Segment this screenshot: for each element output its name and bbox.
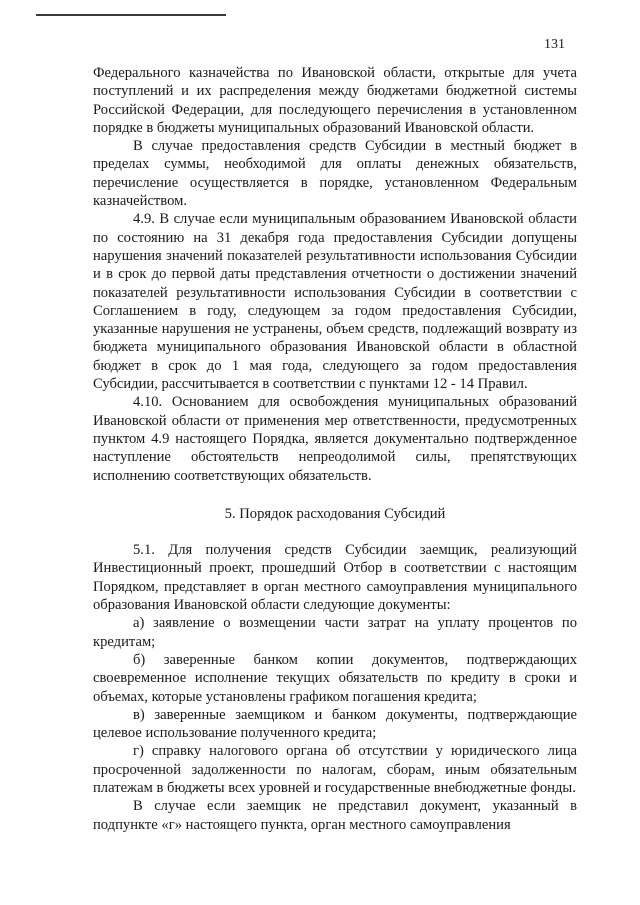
paragraph-4-10: 4.10. Основанием для освобождения муниципальных образований Ивановской области от применения мер ответственности, предусмотренных пунктом 4.9 настоящего Порядка, является документально подтвержденное наступление обстоятельств непреодолимой силы, препятствующих исполнению соответствующих обязательств. <box>93 394 577 484</box>
scan-edge-line <box>36 14 226 16</box>
paragraph-treasury-accounts: Федерального казначейства по Ивановской области, открытые для учета поступлений и их распределения между бюджетами бюджетной системы Российской Федерации, для последующего перечисления в установленном порядке в бюджеты муниципальных образований Ивановской области. <box>93 65 577 136</box>
list-item-g: г) справку налогового органа об отсутствии у юридического лица просроченной задолженности по налогам, сборам, иным обязательным платежам в бюджеты всех уровней и государственные внебюджетные фонды. <box>93 743 577 796</box>
paragraph-missing-document: В случае если заемщик не представил документ, указанный в подпункте «г» настоящего пункта, орган местного самоуправления <box>93 798 577 833</box>
paragraph-5-1: 5.1. Для получения средств Субсидии заемщик, реализующий Инвестиционный проект, прошедший Отбор в соответствии с настоящим Порядком, представляет в орган местного самоуправления муниципального образования Ивановской области следующие документы: <box>93 542 577 614</box>
paragraph-local-budget-transfer: В случае предоставления средств Субсидии в местный бюджет в пределах суммы, необходимой для оплаты денежных обязательств, перечисление осуществляется в порядке, установленном Федеральным казначейством. <box>93 138 577 210</box>
paragraph-4-9: 4.9. В случае если муниципальным образованием Ивановской области по состоянию на 31 декабря года предоставления Субсидии допущены нарушения значений показателей результативности использования Субсидии и в срок до первой даты представления отчетности о достижении значений показателей результативности использования Субсидии в соответствии с Соглашением в году, следующем за годом предоставления Субсидии, указанные нарушения не устранены, объем средств, подлежащий возврату из бюджета муниципального образования Ивановской области в областной бюджет в срок до 1 мая года, следующего за годом предоставления Субсидии, рассчитывается в соответствии с пунктами 12 - 14 Правил. <box>93 211 577 393</box>
page-number: 131 <box>544 37 565 52</box>
list-item-a: а) заявление о возмещении части затрат на уплату процентов по кредитам; <box>93 615 577 650</box>
document-body <box>93 64 577 834</box>
list-item-v: в) заверенные заемщиком и банком документы, подтверждающие целевое использование полученного кредита; <box>93 706 577 742</box>
section-heading: 5. Порядок расходования Субсидий <box>224 505 446 522</box>
list-item-b: б) заверенные банком копии документов, подтверждающих своевременное исполнение текущих обязательств по кредиту в сроки и объемах, которые установлены графиком погашения кредита; <box>93 651 577 705</box>
